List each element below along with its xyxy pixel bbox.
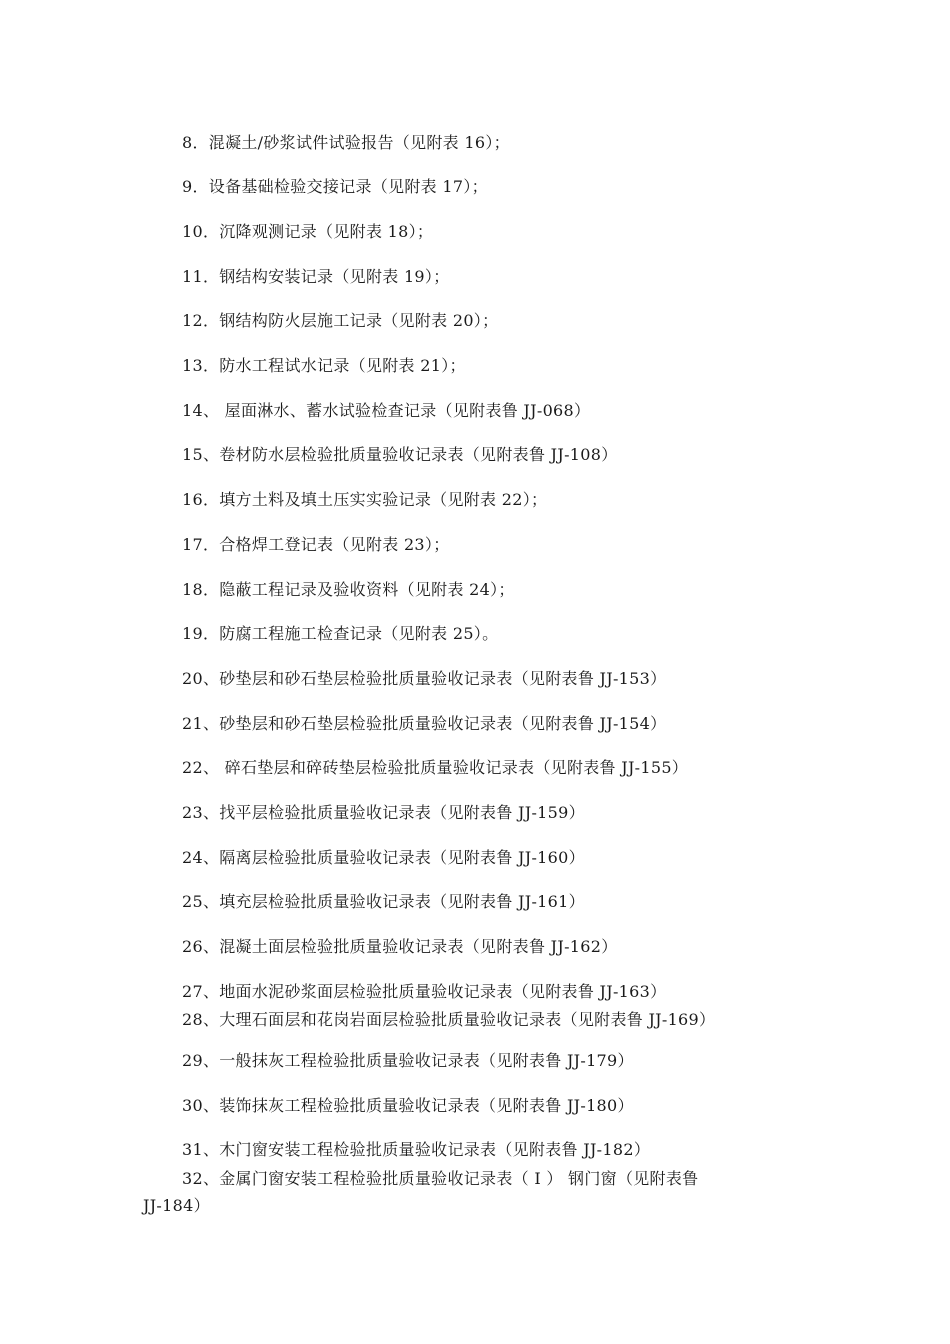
list-item: 10．沉降观测记录（见附表 18）；	[182, 222, 434, 241]
list-item: 18．隐蔽工程记录及验收资料（见附表 24）；	[182, 580, 515, 599]
list-item: 29、一般抹灰工程检验批质量验收记录表（见附表鲁 JJ-179）	[182, 1051, 634, 1070]
list-item: 13．防水工程试水记录（见附表 21）；	[182, 356, 466, 375]
list-item: 30、装饰抹灰工程检验批质量验收记录表（见附表鲁 JJ-180）	[182, 1096, 634, 1115]
list-item: 27、地面水泥砂浆面层检验批质量验收记录表（见附表鲁 JJ-163）	[182, 982, 667, 1001]
list-item: 21、砂垫层和砂石垫层检验批质量验收记录表（见附表鲁 JJ-154）	[182, 714, 667, 733]
list-item: 32、金属门窗安装工程检验批质量验收记录表（ Ⅰ ） 钢门窗（见附表鲁	[182, 1169, 699, 1188]
list-item: 23、找平层检验批质量验收记录表（见附表鲁 JJ-159）	[182, 803, 585, 822]
list-item: 14、 屋面淋水、蓄水试验检查记录（见附表鲁 JJ-068）	[182, 401, 591, 420]
list-item-continuation: JJ-184）	[143, 1196, 210, 1215]
list-item: 9．设备基础检验交接记录（见附表 17）；	[182, 177, 488, 196]
list-item: 22、 碎石垫层和碎砖垫层检验批质量验收记录表（见附表鲁 JJ-155）	[182, 758, 689, 777]
list-item: 20、砂垫层和砂石垫层检验批质量验收记录表（见附表鲁 JJ-153）	[182, 669, 667, 688]
list-item: 12．钢结构防火层施工记录（见附表 20）；	[182, 311, 499, 330]
list-item: 17．合格焊工登记表（见附表 23）；	[182, 535, 450, 554]
list-item: 8．混凝土/砂浆试件试验报告（见附表 16）；	[182, 133, 510, 152]
list-item: 24、隔离层检验批质量验收记录表（见附表鲁 JJ-160）	[182, 848, 585, 867]
list-item: 11．钢结构安装记录（见附表 19）；	[182, 267, 450, 286]
list-item: 26、混凝土面层检验批质量验收记录表（见附表鲁 JJ-162）	[182, 937, 618, 956]
list-item: 28、大理石面层和花岗岩面层检验批质量验收记录表（见附表鲁 JJ-169）	[182, 1010, 716, 1029]
list-item: 16．填方土料及填土压实实验记录（见附表 22）；	[182, 490, 548, 509]
list-item: 19．防腐工程施工检查记录（见附表 25）。	[182, 624, 499, 643]
list-item: 15、卷材防水层检验批质量验收记录表（见附表鲁 JJ-108）	[182, 445, 618, 464]
list-item: 31、木门窗安装工程检验批质量验收记录表（见附表鲁 JJ-182）	[182, 1140, 651, 1159]
list-item: 25、填充层检验批质量验收记录表（见附表鲁 JJ-161）	[182, 892, 585, 911]
